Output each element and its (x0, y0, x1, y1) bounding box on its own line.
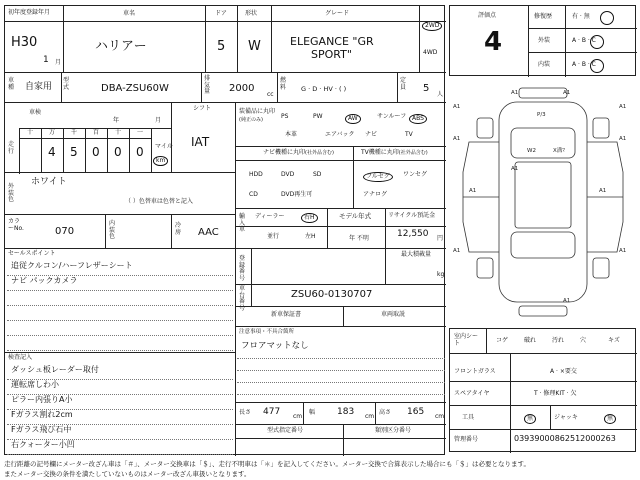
cc-unit: cc (267, 91, 274, 98)
front-glass-value: A · ×要交 (550, 368, 577, 375)
height-label: 高さ (379, 409, 392, 416)
front-glass-label: フロントガラス (454, 368, 496, 375)
exterior-grade-label: 外装 (538, 37, 551, 44)
inspector-line: 右クォーター小凹 (11, 440, 75, 449)
defects-label: 注意事項・不具合箇所 (239, 329, 295, 335)
mark-6: A1 (453, 136, 461, 142)
nav-item: SD (313, 171, 322, 178)
equipment-item: PW (313, 113, 323, 120)
mileage-digit: 0 (136, 145, 144, 159)
recycle-label: リサイクル預託金 (388, 212, 436, 219)
length-unit: cm (293, 413, 303, 420)
import-label: 輸入車 (239, 213, 246, 234)
mileage-divider (107, 128, 108, 172)
exterior-value: ホワイト (31, 177, 67, 187)
equipment-item: 本革 (285, 131, 298, 138)
tools-value: 無 (524, 414, 536, 424)
mark-10: X溝ﾏ (553, 148, 566, 154)
nav-item: DVD再生可 (281, 191, 313, 198)
ac-value: AAC (198, 227, 219, 238)
mark-8: A1 (511, 166, 519, 172)
mileage-unit: 千 (71, 129, 78, 136)
jack-label: ジャッキ (554, 414, 578, 421)
height-unit: cm (435, 413, 445, 420)
mark-2: A1 (563, 90, 571, 96)
inspector-line: ピラー内張りA小 (11, 395, 73, 404)
car-diagram (449, 82, 636, 322)
exterior-note: （ ）色替車は色替と記入 (125, 198, 193, 205)
width-value: 183 (337, 407, 355, 417)
mileage-unit: 十 (115, 129, 122, 136)
mileage-divider (41, 128, 42, 172)
equipment-item: PS (281, 113, 289, 120)
sales-point-rule (7, 335, 233, 336)
max-load-label: 最大積載量 (401, 251, 432, 258)
color-no-label: カラーNo. (8, 218, 24, 232)
grade-label: グレード (325, 10, 350, 17)
mark-9: W2 (527, 148, 536, 154)
fuel-value: G · D · HV · ( ) (301, 85, 347, 93)
mark-7: A1 (619, 136, 627, 142)
mark-1: A1 (511, 90, 519, 96)
grade-value-1: ELEGANCE "GR (290, 35, 374, 48)
mileage-unit: 万 (49, 129, 56, 136)
sales-point-line: ナビ パックカメラ (11, 276, 78, 285)
main-form (4, 5, 445, 455)
equipment-sub: (純正のみ) (239, 117, 263, 123)
registration-label: 登録番号 (239, 255, 246, 282)
mile-label: マイル (155, 143, 173, 150)
tv-item: アナログ (363, 191, 388, 198)
score-label: 評価点 (478, 12, 497, 19)
mark-15: A1 (563, 298, 571, 304)
mileage-digit: 0 (92, 145, 100, 159)
type-label: 車種 (8, 77, 15, 91)
import-left: 左H (305, 233, 316, 240)
repair-circle (600, 11, 614, 25)
shape-label: 形状 (245, 10, 258, 17)
width-label: 幅 (309, 409, 316, 416)
chassis-value: ZSU60-0130707 (291, 289, 373, 300)
mileage-digit: 4 (48, 145, 56, 159)
mileage-digit: 0 (114, 145, 122, 159)
equipment-item: TV (405, 131, 413, 138)
height-value: 165 (407, 407, 425, 417)
travel-label: 走行 (8, 141, 15, 155)
nav-item: DVD (281, 171, 295, 178)
room-item: 穴 (580, 337, 587, 344)
jack-value: 無 (604, 414, 616, 424)
model-value: DBA-ZSU60W (101, 83, 169, 94)
width-unit: cm (365, 413, 375, 420)
exterior-grade-options: A · B · C (572, 37, 596, 44)
inspector-line: Fガラス割れ2cm (11, 410, 73, 419)
mark-11: A1 (469, 188, 477, 194)
equipment-item: ナビ (365, 131, 378, 138)
sales-point-rule (7, 305, 233, 306)
score-value: 4 (484, 27, 503, 57)
inspector-line: Fガラス飛び石中 (11, 425, 72, 434)
car-outline-svg (449, 82, 636, 322)
shape-value: W (248, 39, 261, 54)
nav-label: ナビ機種に丸印(社外品含む) (263, 149, 334, 156)
equipment-label: 装備品に丸印 (239, 108, 276, 115)
nav-item: HDD (249, 171, 263, 178)
room-item: コゲ (496, 337, 509, 344)
inspector-label: 検査記入 (8, 354, 33, 361)
month-unit: 月 (55, 59, 62, 66)
interior-grade-label: 内装 (538, 61, 551, 68)
mileage-divider (63, 128, 64, 172)
tv-label: TV機種に丸印(社外品含む) (361, 149, 428, 156)
import-parallel: 並行 (267, 233, 280, 240)
capacity-unit: 人 (437, 91, 444, 98)
shift-value: IAT (191, 135, 210, 149)
first-reg-label: 初年度登録年月 (8, 9, 51, 16)
interior-grade-options: A · B · C (572, 61, 596, 68)
inspection-label: 車検 (29, 109, 42, 116)
mileage-unit: 百 (93, 129, 100, 136)
class-label: 類別区分番号 (375, 427, 412, 434)
month-unit-2: 月 (155, 117, 162, 124)
mark-12: A1 (599, 188, 607, 194)
mileage-unit: 十 (27, 129, 34, 136)
repair-options: 有 · 無 (572, 13, 590, 20)
warranty-new-car: 新車保証書 (271, 311, 302, 318)
room-item: キズ (608, 337, 620, 344)
drive-4wd: 4WD (423, 49, 438, 56)
displacement-value: 2000 (229, 83, 255, 94)
type-value: 自家用 (25, 82, 53, 92)
mark-4: A1 (619, 104, 627, 110)
model-year-value: 年 不明 (349, 235, 369, 242)
doors-label: ドア (215, 10, 227, 17)
mileage-divider (129, 128, 130, 172)
equipment-item: AW (345, 114, 361, 124)
condition-table (449, 328, 636, 452)
mgmt-value: 039390008625120002​63 (514, 434, 616, 443)
tv-item: フルセグ (363, 172, 393, 182)
length-value: 477 (263, 407, 281, 417)
mileage-divider (151, 128, 152, 172)
inspector-rule (7, 454, 233, 455)
recycle-value: 12,550 (397, 229, 429, 239)
name-label: 車名 (123, 10, 136, 17)
kg-unit: kg (437, 271, 445, 278)
exterior-circle (590, 35, 604, 49)
exterior-label: 外装色 (8, 183, 15, 204)
room-item: 破れ (524, 337, 537, 344)
inspector-line: 運転席しわ小 (11, 380, 59, 389)
yen-unit: 円 (437, 235, 444, 242)
name-value: ハリアー (95, 39, 147, 54)
grade-value-2: SPORT" (311, 48, 352, 61)
mark-5: P/3 (537, 112, 546, 118)
equipment-item: サンルーフ (377, 113, 407, 120)
sales-point-line: 追従クルコン/ハーフレザーシート (11, 261, 133, 270)
year-unit: 年 (113, 117, 120, 124)
room-item: 汚れ (552, 337, 565, 344)
mark-13: A1 (453, 248, 461, 254)
import-right: 右H (301, 213, 318, 223)
mileage-header-line (19, 138, 151, 139)
spare-value: T · 修理KIT · 欠 (534, 390, 577, 397)
import-dealer: ディーラー (255, 213, 285, 220)
model-label: 型式 (63, 77, 70, 91)
ac-label: 冷房 (175, 222, 182, 236)
model-year-label: モデル年式 (339, 212, 372, 220)
type-no-label: 型式指定番号 (267, 427, 304, 434)
mgmt-label: 管理番号 (454, 436, 479, 443)
equipment-item: ABS (409, 114, 427, 124)
tv-item: ワンセグ (403, 171, 428, 178)
tools-label: 工具 (462, 414, 475, 421)
defects-value: フロアマットなし (241, 341, 309, 351)
spare-label: スペアタイヤ (454, 390, 490, 397)
fuel-label: 燃料 (280, 77, 287, 91)
first-reg-month: 1 (43, 55, 49, 65)
sales-point-rule (7, 290, 233, 291)
capacity-label: 定員 (400, 77, 407, 91)
length-label: 長さ (239, 409, 252, 416)
chassis-label: 車台番号 (239, 285, 246, 312)
drive-2wd: 2WD (422, 21, 442, 31)
sales-point-rule (7, 350, 233, 351)
sales-points-label: セールスポイント (8, 250, 56, 257)
room-label: 室内シート (454, 333, 479, 347)
equipment-item: エアバック (325, 131, 355, 138)
km-label: km (153, 156, 168, 166)
interior-color-label: 内装色 (109, 220, 116, 241)
repair-label: 修復歴 (534, 13, 553, 20)
mileage-divider (85, 128, 86, 172)
interior-circle (590, 59, 604, 73)
mark-3: A1 (453, 104, 461, 110)
sales-point-rule (7, 320, 233, 321)
mileage-unit: 一 (137, 129, 144, 136)
shift-label: シフト (193, 105, 212, 112)
mileage-digit: 5 (70, 145, 78, 159)
mark-14: A1 (619, 248, 627, 254)
footer-line-2: またメーター交換の条件を満たしていないものはメーター改ざん車扱いとなります。 (4, 470, 251, 478)
doors-value: 5 (217, 39, 226, 54)
capacity-value: 5 (423, 83, 430, 94)
nav-item: CD (249, 191, 258, 198)
first-reg-year: H30 (11, 35, 38, 50)
displacement-label: 排気量 (204, 75, 211, 96)
score-panel (449, 5, 636, 76)
footer-line-1: 走行距離の記号欄にメーター改ざん車は「＃」、メーター交換車は「＄」、走行不明車は「＊」を記入してください。メーター交換で合算表示した場合にも「＄」は必要となります。 (4, 460, 530, 468)
warranty-manual: 車両取説 (381, 311, 406, 318)
inspector-line: ダッシュ板レーダー取付 (11, 365, 99, 374)
color-no-value: 070 (55, 226, 75, 237)
